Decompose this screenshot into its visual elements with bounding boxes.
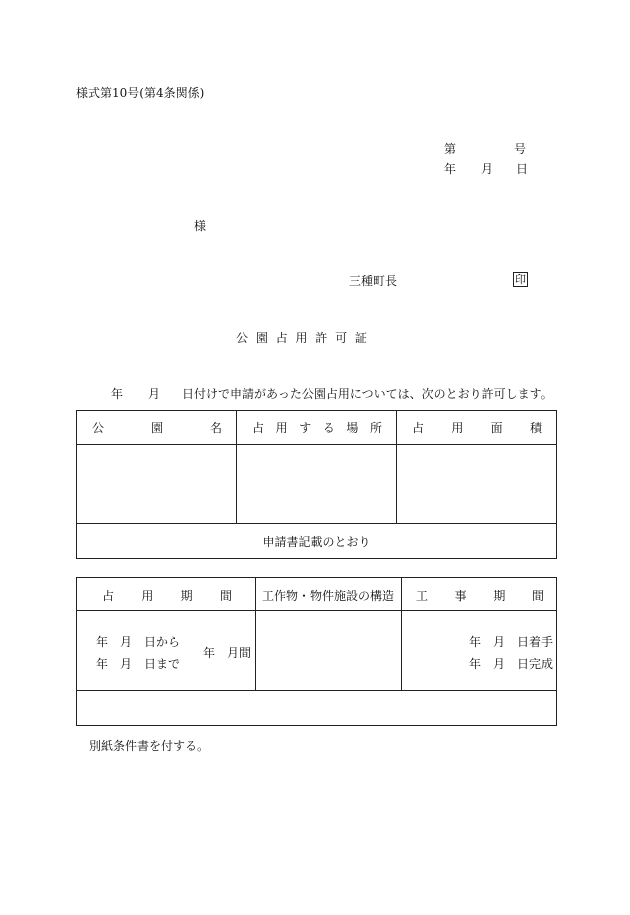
- date-day-label: 日: [516, 162, 529, 176]
- seal-mark: 印: [515, 273, 526, 286]
- header-structure: 工作物・物件施設の構造: [261, 589, 394, 603]
- number-label-go: 号: [514, 142, 527, 156]
- period-to: 年 月 日まで: [96, 657, 181, 671]
- table1-header-divider: [76, 444, 557, 445]
- construction-end: 年 月 日完成: [469, 657, 554, 671]
- date-month-label: 月: [481, 162, 494, 176]
- period-from: 年 月 日から: [96, 635, 181, 649]
- form-number: 様式第10号(第4条関係): [76, 86, 205, 100]
- construction-start: 年 月 日着手: [469, 635, 554, 649]
- header-occupancy-period: 占 用 期 間: [102, 589, 232, 603]
- table1-col-divider-2: [396, 410, 397, 523]
- table2-col-divider-2: [401, 577, 402, 690]
- header-occupancy-area: 占 用 面 積: [412, 421, 542, 435]
- intro-year-label: 年: [111, 387, 124, 401]
- period-months: 年 月間: [203, 646, 252, 660]
- footer-note: 別紙条件書を付する。: [89, 739, 210, 753]
- number-label-dai: 第: [444, 142, 457, 156]
- table2-body-divider: [76, 690, 557, 691]
- table1-body-divider: [76, 523, 557, 524]
- date-year-label: 年: [444, 162, 457, 176]
- table2-header-divider: [76, 610, 557, 611]
- issuer-name: 三種町長: [349, 274, 398, 288]
- document-title: 公 園 占 用 許 可 証: [236, 331, 369, 345]
- conditions-row-text: 申請書記載のとおり: [262, 535, 371, 549]
- header-construction-period: 工 事 期 間: [416, 589, 544, 603]
- addressee-suffix: 様: [194, 219, 207, 233]
- table1-col-divider-1: [236, 410, 237, 523]
- intro-text: 日付けで申請があった公園占用については、次のとおり許可します。: [182, 387, 553, 401]
- header-occupancy-location: 占 用 す る 場 所: [252, 421, 382, 435]
- header-park-name: 公 園 名: [92, 421, 222, 435]
- intro-month-label: 月: [148, 387, 161, 401]
